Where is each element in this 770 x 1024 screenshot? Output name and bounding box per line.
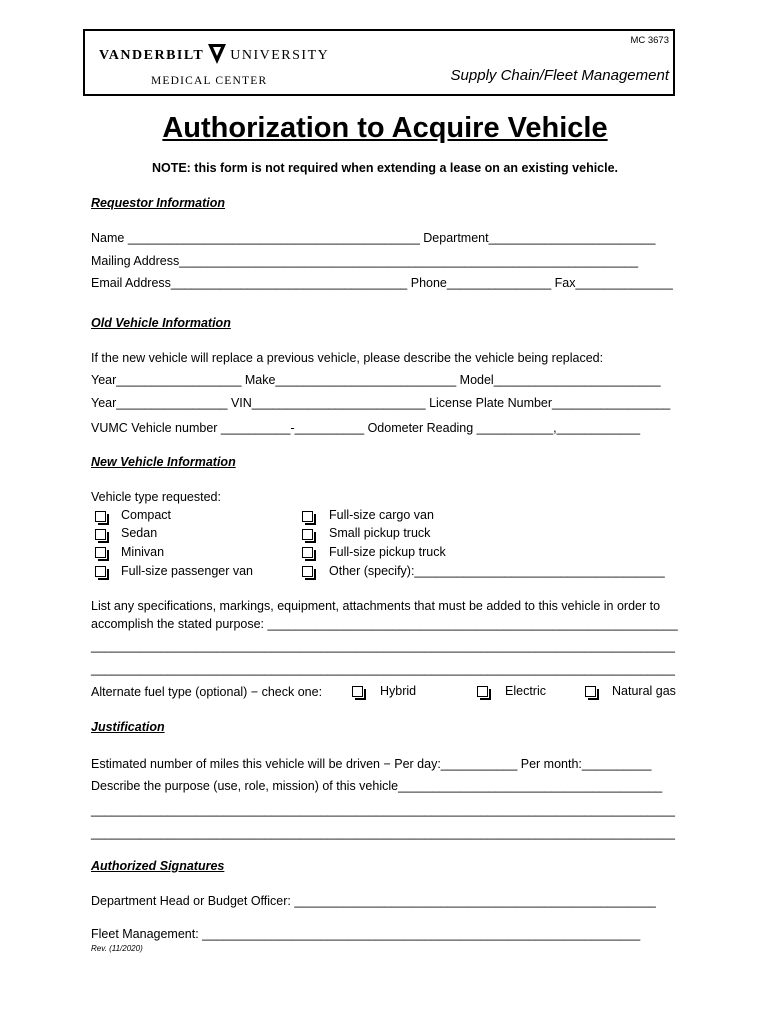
fleet-signature-field[interactable]: Fleet Management: _______________________________________________________________ (91, 927, 641, 941)
specifications-blank-line[interactable]: ____________________________________________________________________________________ (91, 639, 675, 653)
fuel-label-electric: Electric (505, 684, 546, 698)
option-label-cargo-van: Full-size cargo van (329, 508, 434, 522)
option-label-small-pickup: Small pickup truck (329, 526, 431, 540)
checkbox-sedan[interactable] (95, 529, 106, 540)
checkbox-passenger-van[interactable] (95, 566, 106, 577)
checkbox-small-pickup[interactable] (302, 529, 313, 540)
vanderbilt-logo (99, 41, 330, 91)
name-department-field[interactable]: Name __________________________________________ Department________________________ (91, 231, 656, 245)
option-label-fullsize-pickup: Full-size pickup truck (329, 545, 446, 559)
specifications-prompt: List any specifications, markings, equipment, attachments that must be added to this vehicle in order to (91, 599, 661, 613)
specifications-field[interactable]: accomplish the stated purpose: ___________________________________________________________ (91, 617, 678, 631)
email-phone-fax-field[interactable]: Email Address__________________________________ Phone_______________ Fax______________ (91, 276, 673, 290)
miles-driven-field[interactable]: Estimated number of miles this vehicle will be driven − Per day:___________ Per month:__________ (91, 757, 652, 771)
fuel-type-label: Alternate fuel type (optional) − check one: (91, 685, 323, 699)
checkbox-compact[interactable] (95, 511, 106, 522)
option-label-other[interactable]: Other (specify):____________________________________ (329, 564, 665, 578)
checkbox-hybrid[interactable] (352, 686, 363, 697)
fuel-label-hybrid: Hybrid (380, 684, 417, 698)
mailing-address-field[interactable]: Mailing Address__________________________________________________________________ (91, 254, 639, 268)
page-title: Authorization to Acquire Vehicle (162, 112, 608, 144)
logo-subtitle: MEDICAL CENTER (151, 75, 268, 87)
checkbox-fullsize-pickup[interactable] (302, 547, 313, 558)
option-label-compact: Compact (121, 508, 172, 522)
option-label-minivan: Minivan (121, 545, 165, 559)
option-label-passenger-van: Full-size passenger van (121, 564, 254, 578)
fuel-label-natural-gas: Natural gas (612, 684, 676, 698)
department-label: Supply Chain/Fleet Management (450, 67, 669, 84)
checkbox-other[interactable] (302, 566, 313, 577)
purpose-field[interactable]: Describe the purpose (use, role, mission) of this vehicle______________________________________ (91, 779, 663, 793)
purpose-blank-line[interactable]: ____________________________________________________________________________________ (91, 803, 675, 817)
vehicle-type-label: Vehicle type requested: (91, 490, 221, 504)
logo-word-left: VANDERBILT (99, 48, 205, 63)
old-vehicle-intro: If the new vehicle will replace a previous vehicle, please describe the vehicle being replaced: (91, 351, 604, 365)
dept-head-signature-field[interactable]: Department Head or Budget Officer: ____________________________________________________ (91, 894, 656, 908)
section-heading-old-vehicle: Old Vehicle Information (91, 316, 231, 330)
vanderbilt-v-icon (207, 43, 227, 65)
purpose-blank-line[interactable]: ____________________________________________________________________________________ (91, 826, 675, 840)
checkbox-electric[interactable] (477, 686, 488, 697)
section-heading-signatures: Authorized Signatures (91, 859, 225, 873)
specifications-blank-line[interactable]: ____________________________________________________________________________________ (91, 662, 675, 676)
vumc-odometer-field[interactable]: VUMC Vehicle number __________-__________ Odometer Reading ___________,____________ (91, 421, 641, 435)
section-heading-requestor: Requestor Information (91, 196, 226, 210)
section-heading-new-vehicle: New Vehicle Information (91, 455, 236, 469)
checkbox-minivan[interactable] (95, 547, 106, 558)
year-vin-plate-field[interactable]: Year________________ VIN_________________________ License Plate Number_________________ (91, 396, 671, 410)
checkbox-natural-gas[interactable] (585, 686, 596, 697)
form-header (83, 29, 675, 96)
option-label-sedan: Sedan (121, 526, 158, 540)
year-make-model-field[interactable]: Year__________________ Make__________________________ Model________________________ (91, 373, 661, 387)
form-number: MC 3673 (630, 35, 669, 46)
logo-word-right: UNIVERSITY (230, 48, 330, 63)
section-heading-justification: Justification (91, 720, 165, 734)
form-note: NOTE: this form is not required when extending a lease on an existing vehicle. (151, 161, 619, 175)
checkbox-cargo-van[interactable] (302, 511, 313, 522)
revision-label: Rev. (11/2020) (91, 944, 143, 953)
